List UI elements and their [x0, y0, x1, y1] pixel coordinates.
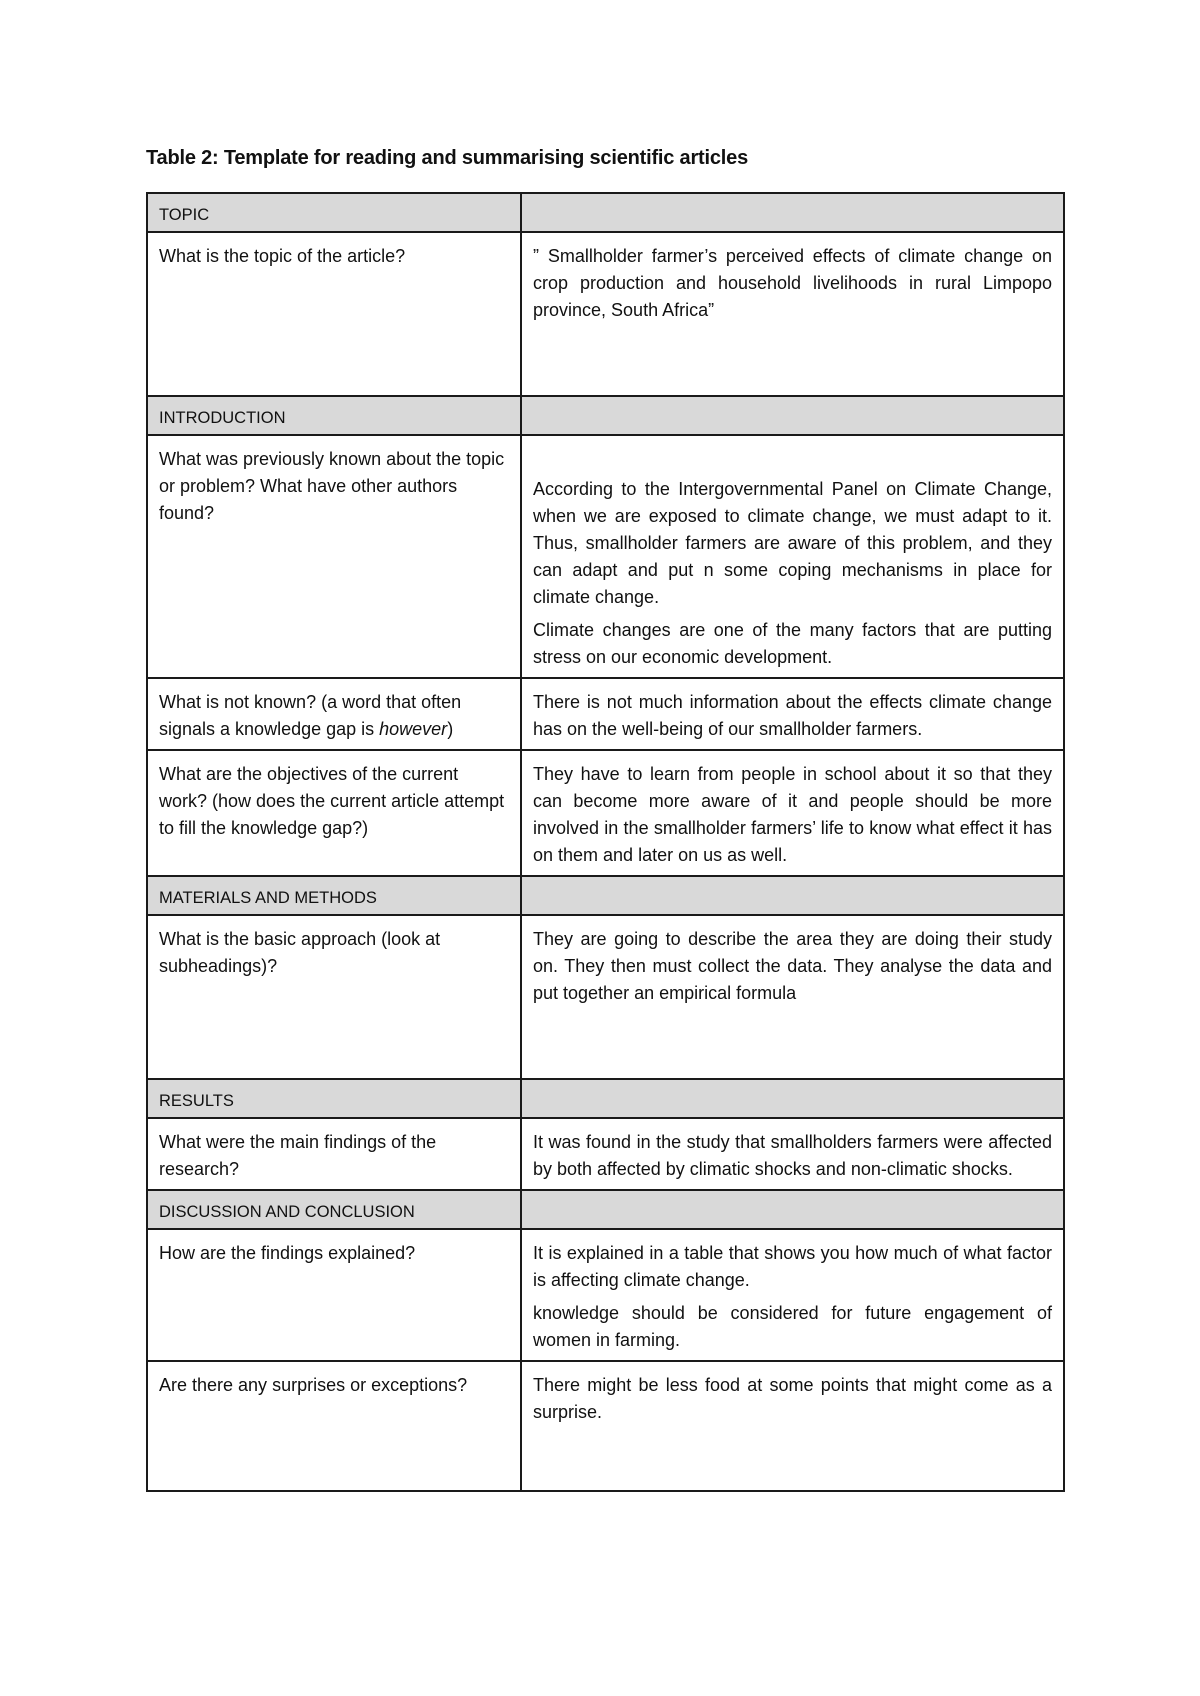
question-cell: What was previously known about the topic or problem? What have other authors found? — [147, 435, 521, 678]
question-text: ) — [447, 719, 454, 739]
table-title: Table 2: Template for reading and summarising scientific articles — [146, 147, 748, 169]
section-label: MATERIALS AND METHODS — [147, 876, 521, 915]
section-empty-cell — [521, 876, 1064, 915]
question-cell: Are there any surprises or exceptions? — [147, 1361, 521, 1491]
answer-text: They have to learn from people in school about it so that they can become more aware of it and people should be more involved in the smallholder farmers’ life to know what effect it has on them and later on us as well. — [533, 764, 1052, 865]
question-cell: What were the main findings of the research? — [147, 1118, 521, 1190]
table-row — [147, 915, 1064, 1079]
answer-text: Climate changes are one of the many factors that are putting stress on our economic development. — [533, 620, 1052, 667]
answer-cell — [521, 1118, 1064, 1190]
answer-cell — [521, 678, 1064, 750]
answer-text: According to the Intergovernmental Panel on Climate Change, when we are exposed to climate change, we must adapt to it. Thus, smallholder farmers are aware of this problem, and they can adapt and put n some coping mechanisms in place for climate change. — [533, 479, 1052, 607]
section-empty-cell — [521, 1079, 1064, 1118]
answer-text: There is not much information about the effects climate change has on the well-being of our smallholder farmers. — [533, 692, 1052, 739]
section-label: DISCUSSION AND CONCLUSION — [147, 1190, 521, 1229]
table-row — [147, 750, 1064, 876]
summary-table — [146, 192, 1065, 1492]
table-row — [147, 1118, 1064, 1190]
section-label: RESULTS — [147, 1079, 521, 1118]
answer-text: There might be less food at some points that might come as a surprise. — [533, 1375, 1052, 1422]
table-row — [147, 678, 1064, 750]
answer-cell — [521, 750, 1064, 876]
question-text: What is not known? (a word that often signals a knowledge gap is — [159, 692, 462, 739]
section-row-introduction — [147, 396, 1064, 435]
answer-cell — [521, 435, 1064, 678]
section-empty-cell — [521, 193, 1064, 232]
section-row-results — [147, 1079, 1064, 1118]
answer-text: knowledge should be considered for future engagement of women in farming. — [533, 1303, 1052, 1350]
section-row-topic — [147, 193, 1064, 232]
section-label: TOPIC — [147, 193, 521, 232]
question-cell — [147, 678, 521, 750]
table-row — [147, 1361, 1064, 1491]
answer-text: They are going to describe the area they are doing their study on. They then must collect the data. They analyse the data and put together an empirical formula — [533, 929, 1052, 1003]
answer-cell — [521, 915, 1064, 1079]
section-label: INTRODUCTION — [147, 396, 521, 435]
section-empty-cell — [521, 396, 1064, 435]
answer-text: ” Smallholder farmer’s perceived effects of climate change on crop production and household livelihoods in rural Limpopo province, South Africa” — [533, 246, 1052, 320]
question-cell: What are the objectives of the current work? (how does the current article attempt to fill the knowledge gap?) — [147, 750, 521, 876]
question-cell: What is the basic approach (look at subheadings)? — [147, 915, 521, 1079]
table-row — [147, 1229, 1064, 1361]
answer-cell — [521, 1361, 1064, 1491]
table-row — [147, 232, 1064, 396]
question-cell: How are the findings explained? — [147, 1229, 521, 1361]
answer-text: It was found in the study that smallholders farmers were affected by both affected by climatic shocks and non-climatic shocks. — [533, 1132, 1052, 1179]
section-row-materials-and-methods — [147, 876, 1064, 915]
question-cell: What is the topic of the article? — [147, 232, 521, 396]
section-empty-cell — [521, 1190, 1064, 1229]
section-row-discussion-and-conclusion — [147, 1190, 1064, 1229]
answer-cell — [521, 232, 1064, 396]
answer-text: It is explained in a table that shows you how much of what factor is affecting climate change. — [533, 1243, 1052, 1290]
table-row — [147, 435, 1064, 678]
answer-cell — [521, 1229, 1064, 1361]
question-emphasis: however — [379, 719, 448, 739]
